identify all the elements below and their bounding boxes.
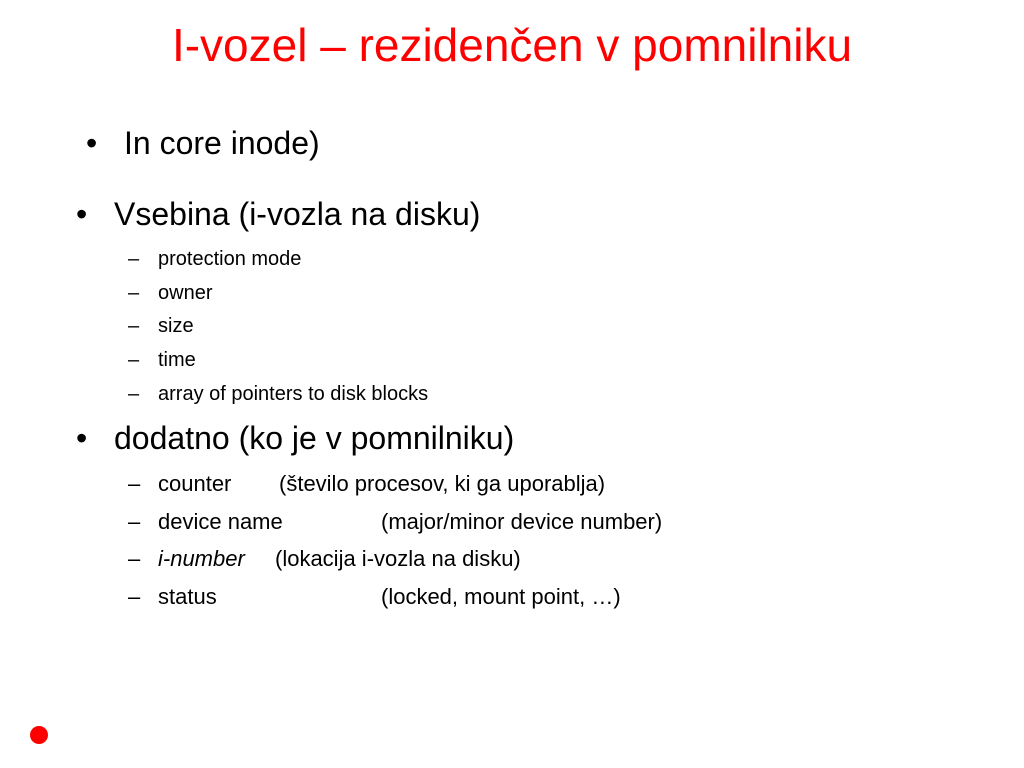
- dash-marker: –: [128, 282, 140, 304]
- bullet-dot: •: [86, 125, 98, 161]
- bullet-dot: •: [76, 420, 88, 456]
- list-item-text: size: [158, 315, 194, 337]
- list-item-detail: (locked, mount point, …): [381, 584, 621, 609]
- list-item-name: counter: [158, 471, 232, 496]
- dash-marker: –: [128, 546, 141, 571]
- dash-marker: –: [128, 471, 141, 496]
- red-dot-decoration: [30, 726, 48, 744]
- slide-title: I-vozel – rezidenčen v pomnilniku: [171, 19, 853, 71]
- dash-marker: –: [128, 248, 140, 270]
- bullet-dot: •: [76, 196, 88, 232]
- list-item-text: owner: [158, 282, 213, 304]
- list-item-detail: (lokacija i-vozla na disku): [275, 546, 521, 571]
- list-item-text: protection mode: [158, 248, 302, 270]
- bullet-label: Vsebina (i-vozla na disku): [114, 196, 481, 232]
- list-item-text: array of pointers to disk blocks: [158, 383, 429, 405]
- list-item-detail: (število procesov, ki ga uporablja): [279, 471, 606, 496]
- dash-marker: –: [128, 509, 141, 534]
- list-item-detail: (major/minor device number): [381, 509, 663, 534]
- list-item-name: status: [158, 584, 217, 609]
- dash-marker: –: [128, 584, 141, 609]
- bullet-label: In core inode): [124, 125, 320, 161]
- bullet-label: dodatno (ko je v pomnilniku): [114, 420, 515, 456]
- dash-marker: –: [128, 349, 140, 371]
- dash-marker: –: [128, 383, 140, 405]
- list-item-text: time: [158, 349, 196, 371]
- dash-marker: –: [128, 315, 140, 337]
- list-item-name: i-number: [158, 546, 245, 571]
- list-item-name: device name: [158, 509, 283, 534]
